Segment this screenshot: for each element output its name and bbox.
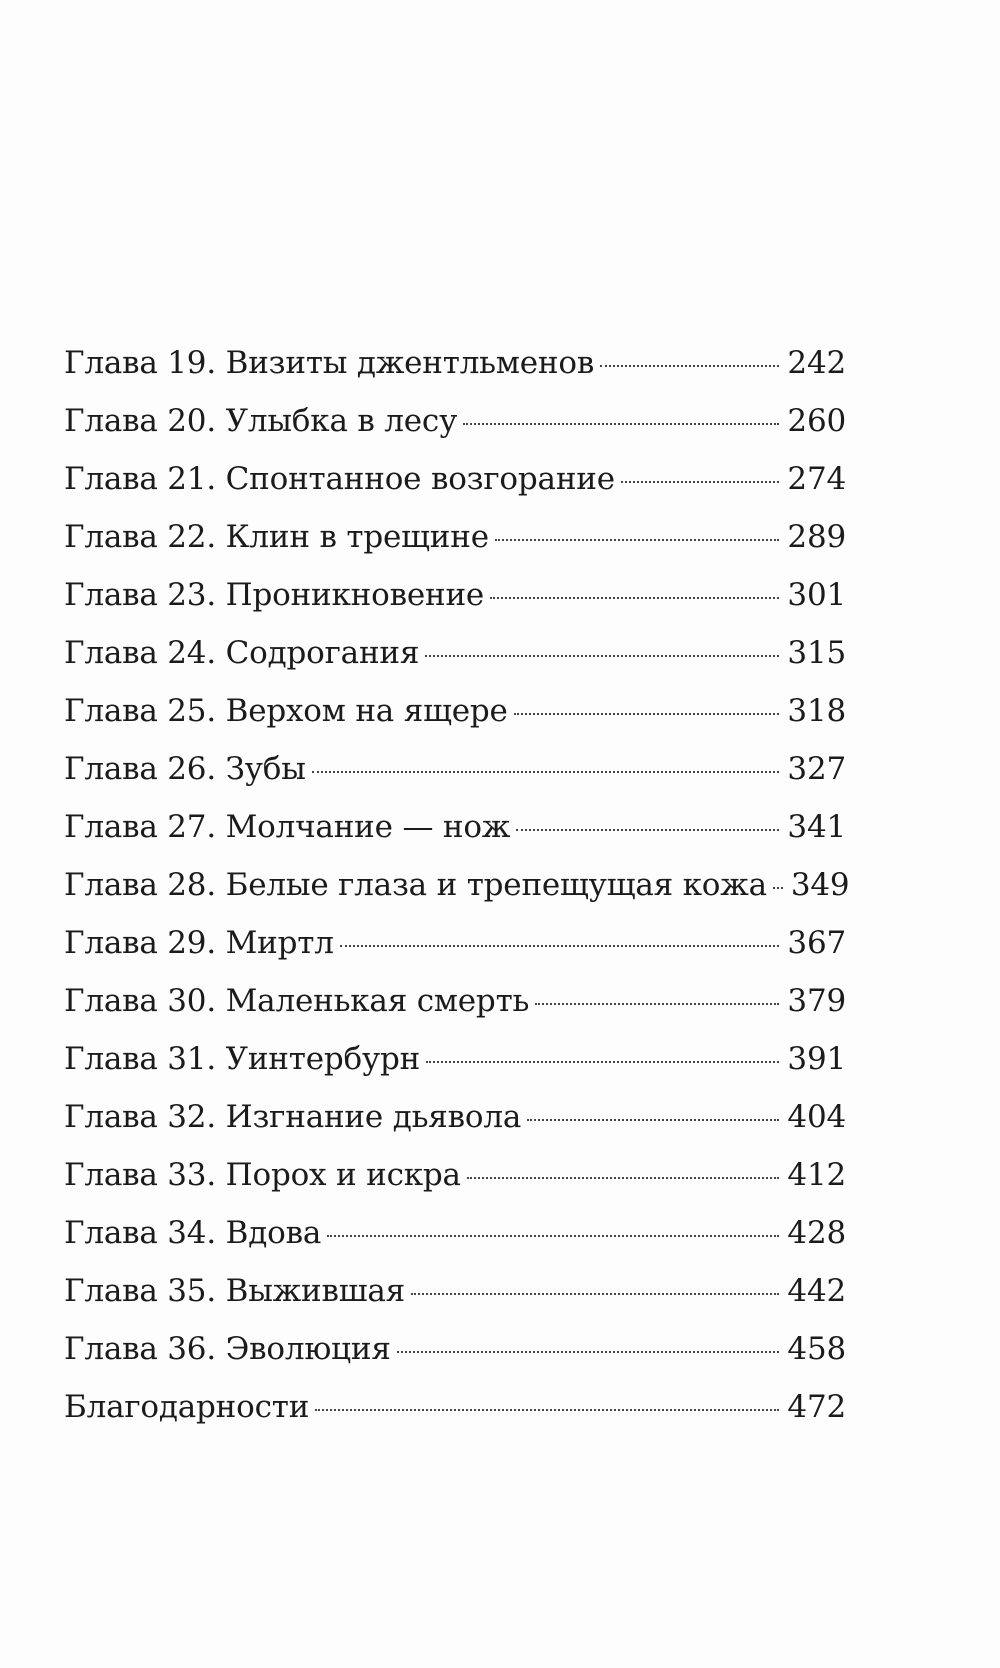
toc-entry [64, 809, 846, 867]
toc-dot-leader [312, 771, 780, 773]
toc-entry [64, 1041, 846, 1099]
toc-entry-title: Глава 32. Изгнание дьявола [64, 1099, 522, 1135]
toc-entry-page: 442 [787, 1273, 846, 1309]
toc-entry [64, 1389, 846, 1447]
toc-entry-page: 315 [787, 635, 846, 671]
toc-entry-title: Глава 33. Порох и искра [64, 1157, 461, 1193]
toc-entry-page: 412 [787, 1157, 846, 1193]
toc-entry-title: Глава 26. Зубы [64, 751, 306, 787]
toc-entry-page: 349 [790, 867, 850, 903]
toc-entry-page: 404 [787, 1099, 846, 1135]
toc-entry-title: Глава 25. Верхом на ящере [64, 693, 508, 729]
toc-dot-leader [495, 539, 780, 541]
toc-entry-page: 289 [787, 519, 846, 555]
toc-dot-leader [621, 481, 780, 483]
toc-dot-leader [425, 655, 779, 657]
toc-entry-page: 458 [787, 1331, 846, 1367]
toc-entry [64, 1215, 846, 1273]
toc-dot-leader [516, 829, 779, 831]
toc-dot-leader [315, 1409, 779, 1411]
toc-entry [64, 1331, 846, 1389]
toc-entry-title: Глава 29. Миртл [64, 925, 334, 961]
table-of-contents [64, 345, 850, 1447]
toc-entry-title: Глава 30. Маленькая смерть [64, 983, 530, 1019]
toc-entry [64, 1157, 846, 1215]
toc-entry-title: Благодарности [64, 1389, 310, 1425]
toc-entry-title: Глава 35. Выжившая [64, 1273, 405, 1309]
toc-entry-title: Глава 31. Уинтербурн [64, 1041, 421, 1077]
toc-dot-leader [426, 1061, 779, 1063]
toc-entry-title: Глава 36. Эволюция [64, 1331, 391, 1367]
toc-entry [64, 461, 846, 519]
toc-dot-leader [340, 945, 780, 947]
toc-entry [64, 577, 846, 635]
toc-entry [64, 693, 846, 751]
toc-entry [64, 925, 846, 983]
toc-entry [64, 1273, 846, 1331]
toc-dot-leader [411, 1293, 779, 1295]
toc-entry-page: 391 [787, 1041, 846, 1077]
toc-entry-title: Глава 27. Молчание — нож [64, 809, 511, 845]
toc-entry-page: 367 [787, 925, 846, 961]
toc-entry-title: Глава 22. Клин в трещине [64, 519, 489, 555]
toc-dot-leader [463, 423, 779, 425]
toc-dot-leader [397, 1351, 780, 1353]
toc-entry [64, 751, 846, 809]
toc-entry-page: 301 [787, 577, 846, 613]
toc-dot-leader [327, 1235, 779, 1237]
toc-entry-page: 242 [787, 345, 846, 381]
toc-entry [64, 1099, 846, 1157]
toc-entry-page: 318 [787, 693, 846, 729]
toc-entry-title: Глава 24. Содрогания [64, 635, 420, 671]
toc-dot-leader [527, 1119, 779, 1121]
toc-entry-title: Глава 34. Вдова [64, 1215, 322, 1251]
toc-entry-page: 274 [787, 461, 846, 497]
toc-dot-leader [535, 1003, 779, 1005]
toc-entry [64, 345, 846, 403]
toc-dot-leader [490, 597, 779, 599]
toc-entry-title: Глава 20. Улыбка в лесу [64, 403, 458, 439]
toc-entry-page: 472 [787, 1389, 846, 1425]
toc-entry-title: Глава 19. Визиты джентльменов [64, 345, 595, 381]
toc-entry-page: 327 [787, 751, 846, 787]
toc-entry [64, 635, 846, 693]
toc-entry-page: 428 [787, 1215, 846, 1251]
toc-dot-leader [467, 1177, 780, 1179]
toc-dot-leader [773, 887, 783, 889]
toc-dot-leader [600, 365, 779, 367]
toc-entry-title: Глава 23. Проникновение [64, 577, 485, 613]
toc-entry [64, 867, 850, 925]
toc-entry [64, 983, 846, 1041]
toc-entry [64, 403, 846, 461]
toc-entry-title: Глава 28. Белые глаза и трепещущая кожа [64, 867, 767, 903]
toc-entry-title: Глава 21. Спонтанное возгорание [64, 461, 615, 497]
toc-entry-page: 341 [787, 809, 846, 845]
toc-entry-page: 260 [787, 403, 846, 439]
toc-entry [64, 519, 846, 577]
toc-dot-leader [514, 713, 780, 715]
toc-entry-page: 379 [787, 983, 846, 1019]
